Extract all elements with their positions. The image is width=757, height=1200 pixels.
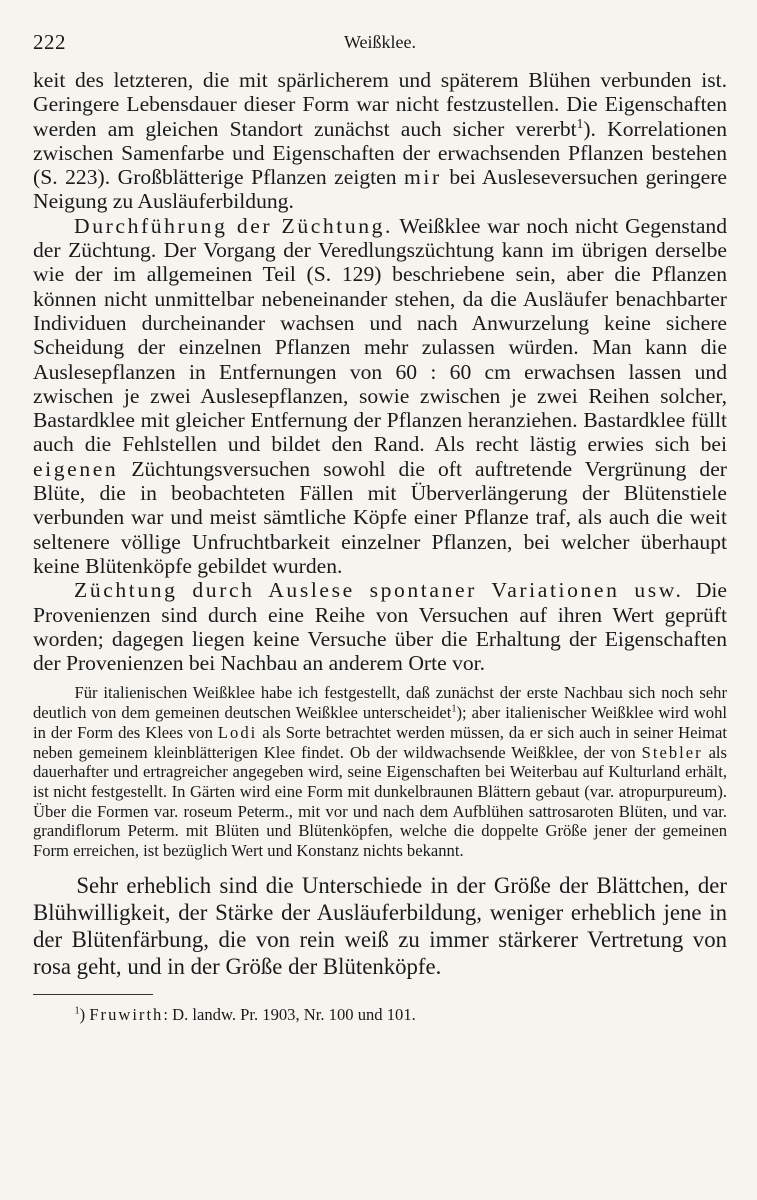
paragraph-text: als Sorte betrachtet werden müssen, da er sich auch in seiner Heimat neben gemeinem kleinblätterigen Klee findet. Ob der wildwachsende Weißklee, der von xyxy=(33,722,727,762)
footnote xyxy=(33,1005,727,1025)
footnote-reference: 1 xyxy=(451,703,457,715)
small-print-paragraph xyxy=(33,683,727,860)
small-print-block xyxy=(33,683,727,860)
paragraph-breeding-procedure xyxy=(33,214,727,578)
paragraph-text: als dauerhafter und ertragreicher angegeben wird, seine Eigenschaften bei Weiterbau auf Kulturland erhält, ist nicht festgestellt. In Gärten wird eine Form mit dunkelbraunen Blättern gebaut (var. atropurpureum). Über die Formen var. roseum Peterm., mit vor und nach dem Aufblühen sattrosaroten Blüten, und var. grandiflorum Peterm. mit Blüten und Blütenköpfen, welche die doppelte Größe jener der gemeinen Form erreichen, ist bezüglich Wert und Konstanz nichts bekannt. xyxy=(33,742,727,861)
paragraph-selection xyxy=(33,578,727,675)
section-heading: Durchführung der Züchtung. xyxy=(74,213,394,238)
author-name: Stebler xyxy=(641,742,703,762)
section-heading: Züchtung durch Auslese spontaner Variationen usw. xyxy=(74,578,684,603)
paragraph-differences xyxy=(33,872,727,980)
running-title: Weißklee. xyxy=(343,32,417,52)
footnote-reference: 1 xyxy=(576,115,584,131)
emphasized-word: eigenen xyxy=(33,456,119,481)
footnote-author: Fruwirth xyxy=(89,1004,164,1024)
footnote-divider xyxy=(33,994,153,995)
paragraph-text: Züchtungsversuchen sowohl die oft auftretende Vergrünung der Blüte, die in beobachteten Fällen mit Überverlängerung der Blütenstiele verbunden war und meist sämtliche Köpfe einer Pflanze traf, als auch die weit seltenere völlige Unfruchtbarkeit einzelner Pflanzen, bei welcher überhaupt keine Blütenköpfe gebildet wurden. xyxy=(33,456,727,578)
place-name: Lodi xyxy=(217,722,258,742)
paragraph-text: Sehr erheblich sind die Unterschiede in der Größe der Blättchen, der Blühwilligkeit, der Stärke der Ausläuferbildung, weniger erheblich jene in der Blütenfärbung, die von rein weiß zu immer stärkerer Vertretung von rosa geht, und in der Größe der Blütenköpfe. xyxy=(33,872,727,979)
paragraph-text: bei Ausleseversuchen geringere Neigung zu Ausläuferbildung. xyxy=(33,165,727,214)
paragraph-text: ); aber italienischer Weißklee wird wohl in der Form des Klees von xyxy=(33,703,727,742)
paragraph-text: Weißklee war noch nicht Gegenstand der Züchtung. Der Vorgang der Veredlungszüchtung kann im übrigen derselbe wie der im allgemeinen Teil (S. 129) beschriebene sein, aber die Pflanzen können nicht unmittelbar nebeneinander stehen, da die Ausläufer benachbarter Individuen durcheinander wachsen und nach Anwurzelung keine sichere Scheidung der einzelnen Pflanzen mehr zulassen würden. Man kann die Auslesepflanzen in Entfernungen von 60 : 60 cm erwachsen lassen und zwischen je zwei Auslesepflanzen, sowie zwischen je zwei Reihen solcher, Bastardklee mit gleicher Entfernung der Pflanzen heranziehen. Bastardklee füllt auch die Fehlstellen und bildet den Rand. Als recht lästig erwies sich bei xyxy=(33,213,728,457)
page-header xyxy=(33,22,727,62)
page-number: 222 xyxy=(33,30,66,54)
paragraph-text: ). Korrelationen zwischen Samenfarbe und Eigenschaften der erwachsenden Pflanzen bestehen (S. 223). Großblätterige Pflanzen zeigten xyxy=(33,116,728,190)
paragraph-text: Die Provenienzen sind durch eine Reihe von Versuchen auf ihren Wert geprüft worden; dagegen liegen keine Versuche über die Erhaltung der Eigenschaften der Provenienzen bei Nachbau an anderem Orte vor. xyxy=(33,578,728,676)
paragraph-text: Für italienischen Weißklee habe ich festgestellt, daß zunächst der erste Nachbau sich noch sehr deutlich von dem gemeinen deutschen Weißklee unterscheidet xyxy=(33,683,727,723)
body-text xyxy=(33,68,727,1025)
emphasized-word: mir xyxy=(404,165,442,190)
paragraph-text: keit des letzteren, die mit spärlicherem und späterem Blühen verbunden ist. Geringere Lebensdauer dieser Form war nicht festzustellen. Die Eigenschaften werden am gleichen Standort zunächst auch sicher vererbt xyxy=(33,68,727,141)
paragraph-inheritance xyxy=(33,68,727,214)
footnote-marker: 1 xyxy=(74,1005,80,1017)
footnote-text: : D. landw. Pr. 1903, Nr. 100 und 101. xyxy=(163,1004,416,1024)
footnote-paren: ) xyxy=(79,1004,86,1024)
